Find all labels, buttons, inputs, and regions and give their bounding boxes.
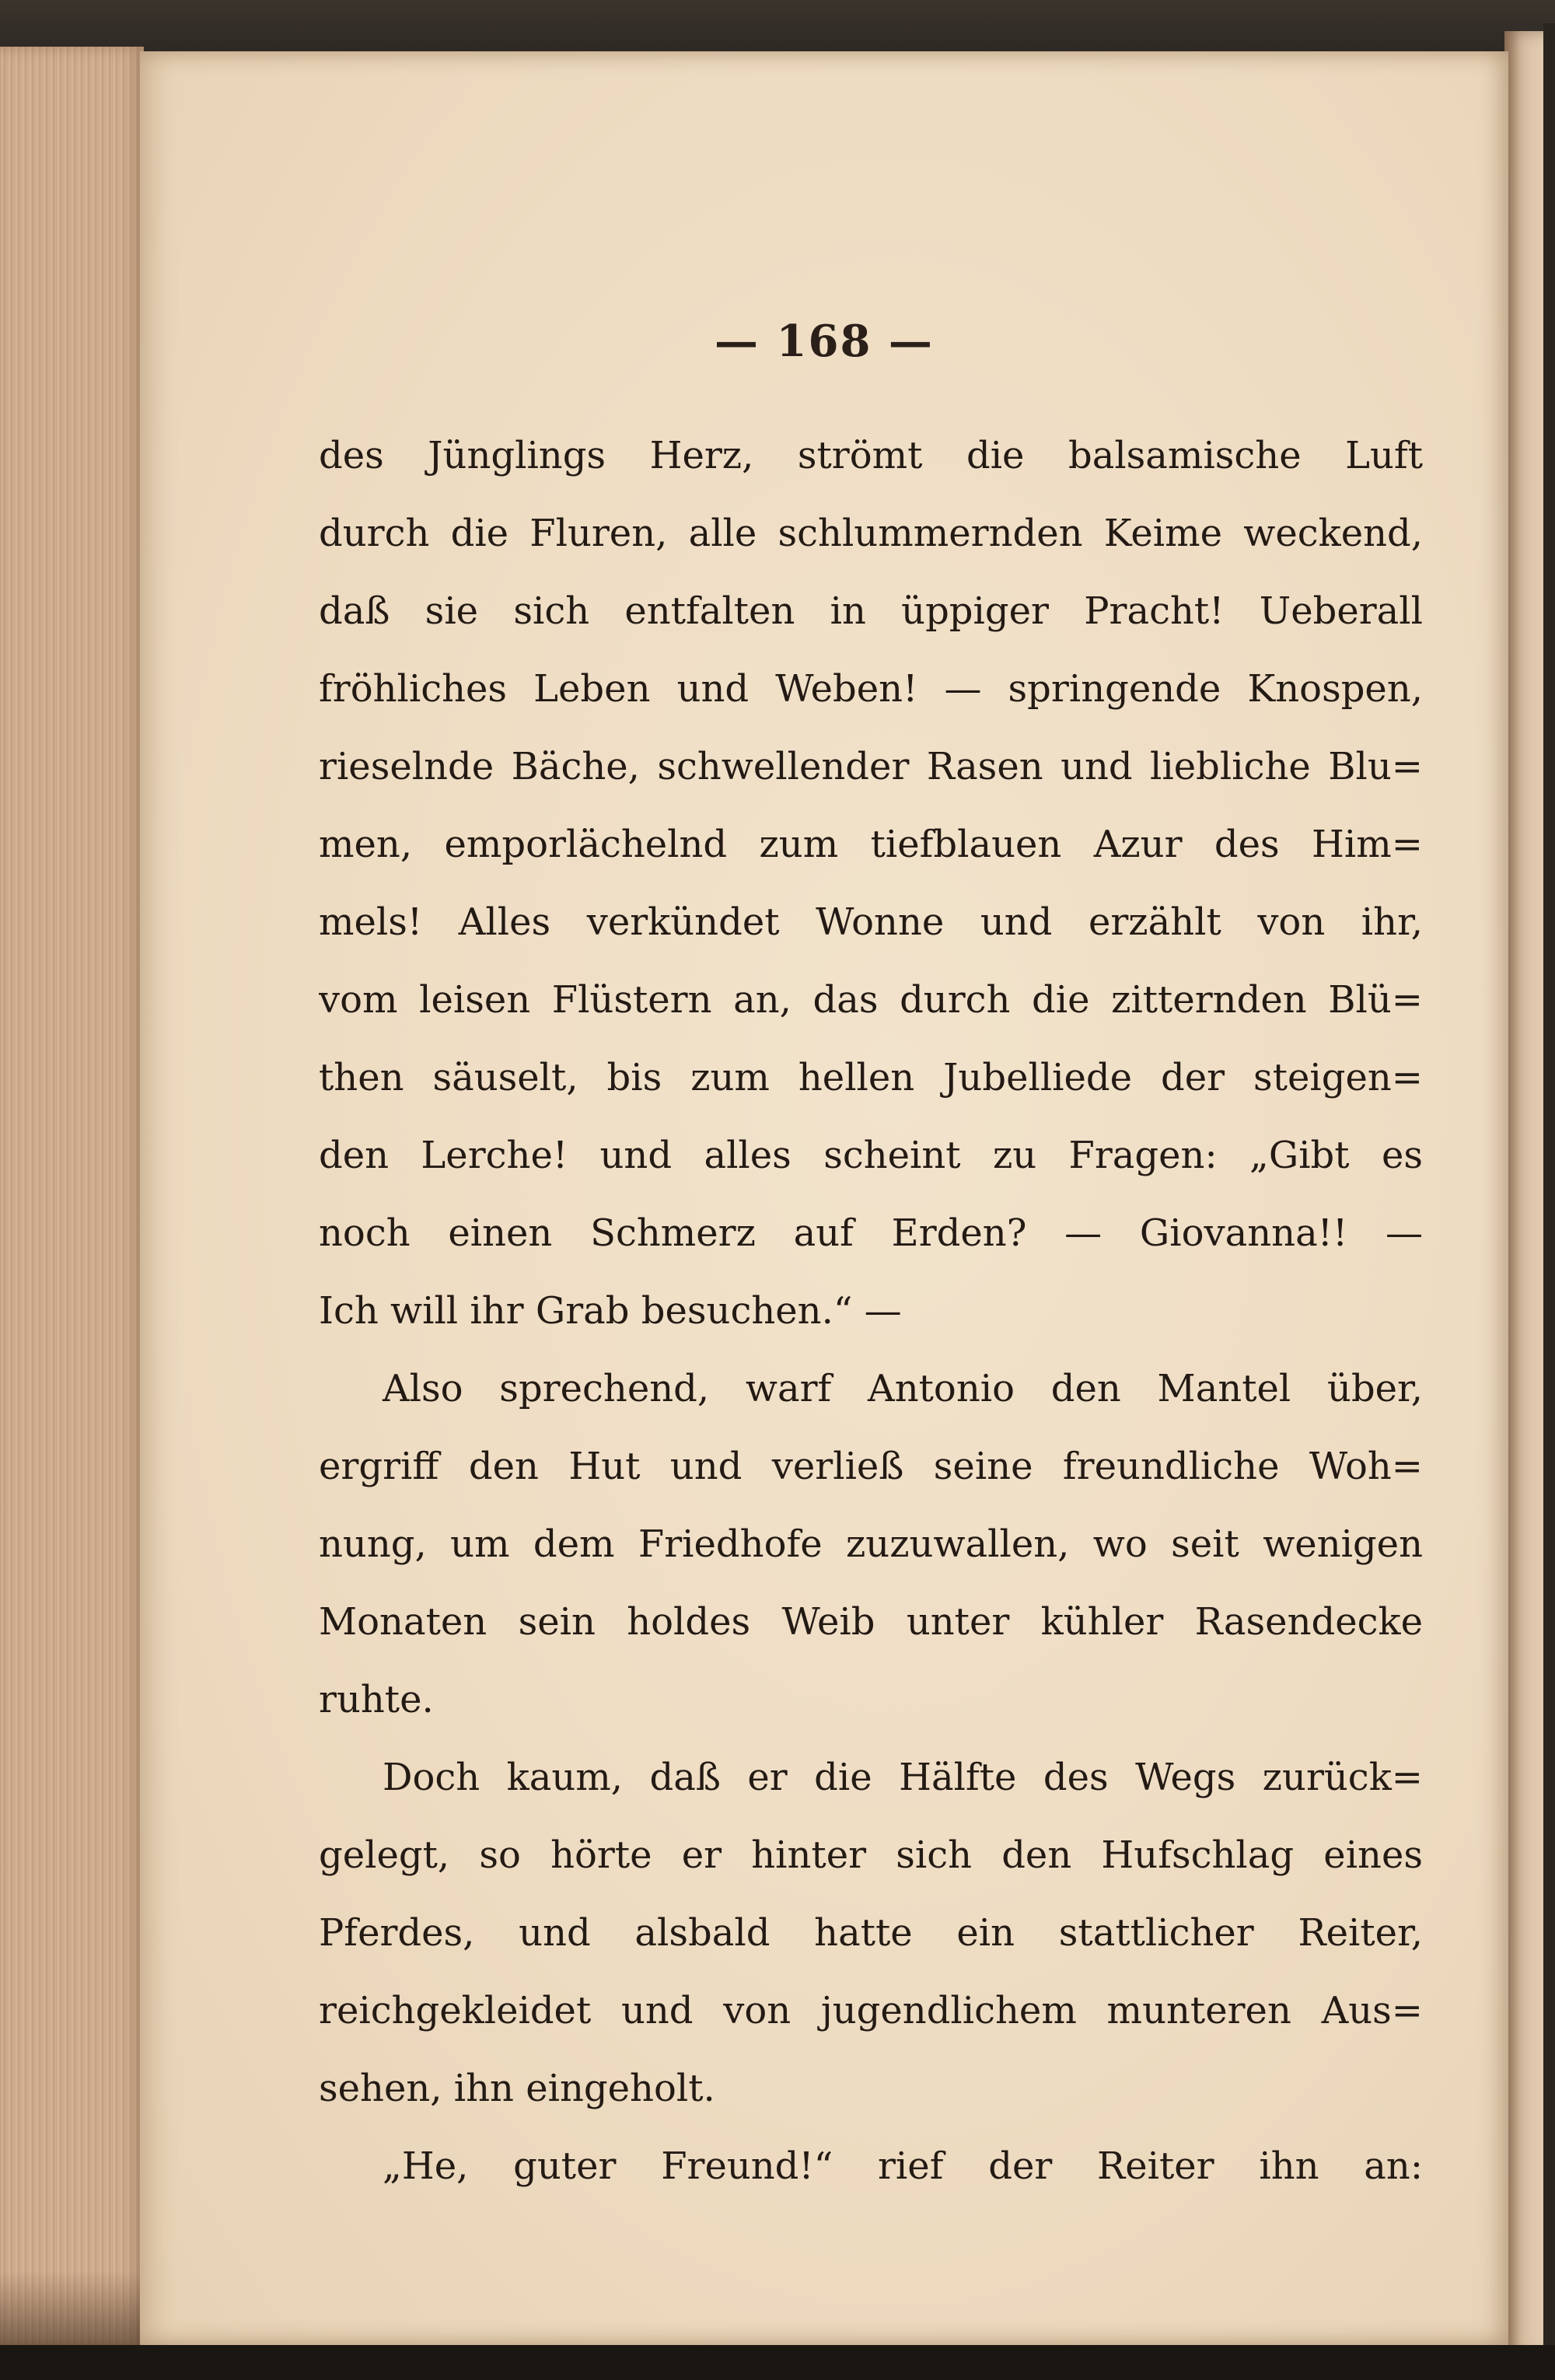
left-edge-shadow (0, 2270, 148, 2356)
book-page (140, 51, 1508, 2345)
text-line: gelegt, so hörte er hinter sich den Hufschlag eines (319, 1833, 1423, 1877)
body-text (319, 417, 1423, 2205)
book-cover-edge (1543, 23, 1555, 2380)
page-number: — 168 — (715, 316, 934, 367)
text-line: daß sie sich entfalten in üppiger Pracht! Ueberall (319, 589, 1423, 633)
text-line: Pferdes, und alsbald hatte ein stattlicher Reiter, (319, 1911, 1423, 1955)
background-bottom (0, 2345, 1555, 2380)
left-page-edges (0, 47, 144, 2348)
text-line: nung, um dem Friedhofe zuzuwallen, wo seit wenigen (319, 1522, 1423, 1566)
text-line: ruhte. (319, 1678, 434, 1721)
text-line: „He, guter Freund!“ rief der Reiter ihn an: (383, 2144, 1423, 2188)
text-line: des Jünglings Herz, strömt die balsamische Luft (319, 434, 1423, 477)
text-line: Doch kaum, daß er die Hälfte des Wegs zurück= (383, 1756, 1423, 1799)
text-line: vom leisen Flüstern an, das durch die zitternden Blü= (319, 978, 1423, 1022)
text-line: Ich will ihr Grab besuchen.“ — (319, 1289, 902, 1333)
text-line: mels! Alles verkündet Wonne und erzählt von ihr, (319, 900, 1423, 944)
text-line: den Lerche! und alles scheint zu Fragen: „Gibt es (319, 1134, 1423, 1177)
text-line: ergriff den Hut und verließ seine freundliche Woh= (319, 1445, 1423, 1488)
text-line: rieselnde Bäche, schwellender Rasen und liebliche Blu= (319, 745, 1423, 788)
text-line: sehen, ihn eingeholt. (319, 2067, 715, 2110)
background-top (0, 0, 1555, 54)
text-line: men, emporlächelnd zum tiefblauen Azur des Him= (319, 823, 1423, 866)
text-line: durch die Fluren, alle schlummernden Keime weckend, (319, 512, 1423, 555)
text-line: fröhliches Leben und Weben! — springende Knospen, (319, 667, 1423, 711)
text-line: Monaten sein holdes Weib unter kühler Rasendecke (319, 1600, 1423, 1644)
text-line: then säuselt, bis zum hellen Jubelliede der steigen= (319, 1056, 1423, 1099)
text-line: noch einen Schmerz auf Erden? — Giovanna!! — (319, 1211, 1423, 1255)
text-line: reichgekleidet und von jugendlichem munteren Aus= (319, 1989, 1423, 2032)
text-line: Also sprechend, warf Antonio den Mantel über, (383, 1367, 1423, 1410)
